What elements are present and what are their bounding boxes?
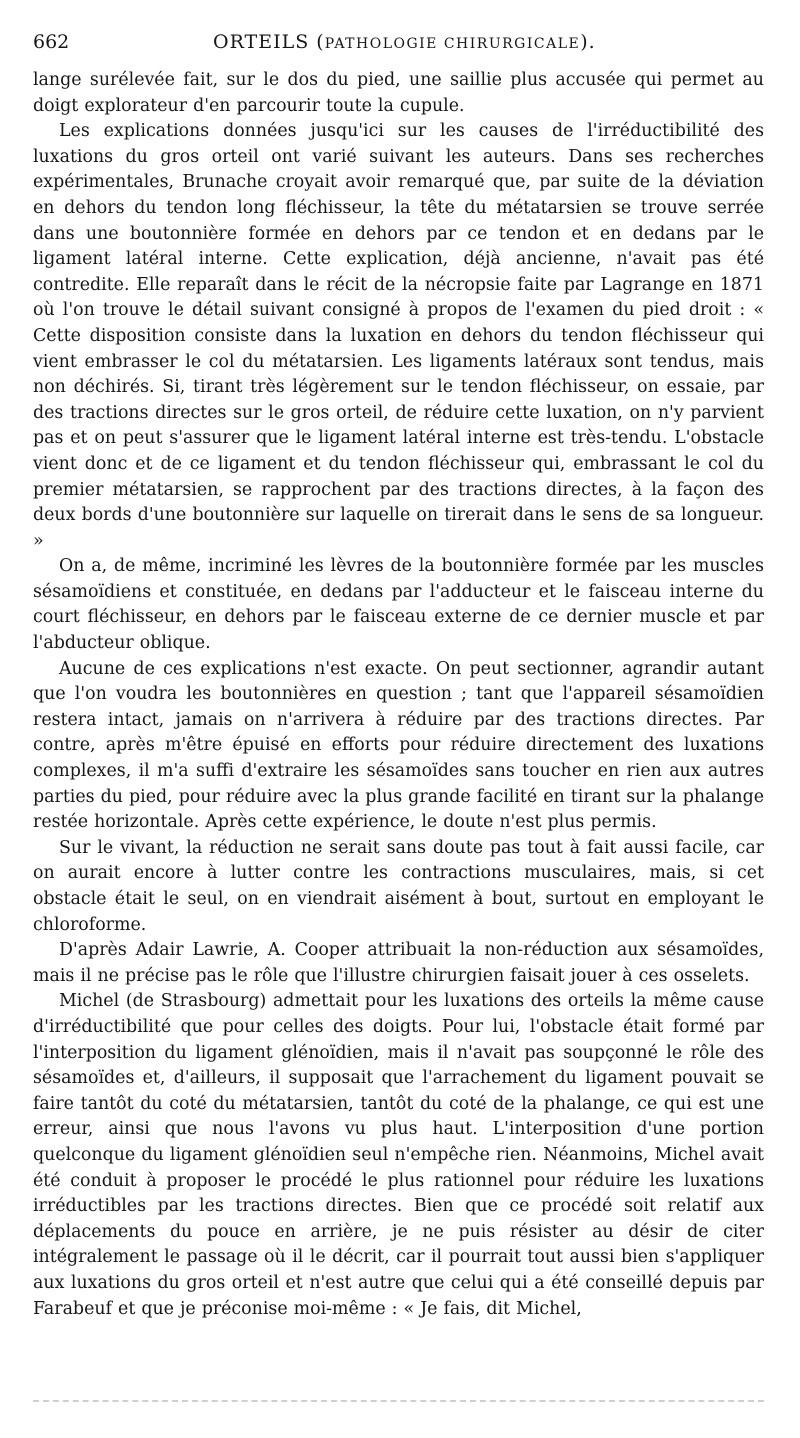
body-text (33, 68, 764, 1322)
header-title (213, 28, 596, 58)
page-number: 662 (33, 31, 70, 53)
paragraph-3: On a, de même, incriminé les lèvres de la boutonnière formée par les muscles sésamoïdiens et constituée, en dedans par l'adducteur et le faisceau interne du court fléchisseur, en dehors par le faisceau externe de ce dernier muscle et par l'abducteur oblique. (33, 556, 764, 654)
paragraph-4: Aucune de ces explications n'est exacte. On peut sectionner, agrandir autant que l'on voudra les boutonnières en question ; tant que l'appareil sésamoïdien restera intact, jamais on n'arrivera à réduire par des tractions directes. Par contre, après m'être épuisé en efforts pour réduire directement des luxations complexes, il m'a suffi d'extraire les sésamoïdes sans toucher en rien aux autres parties du pied, pour réduire avec la plus grande facilité en tirant sur la phalange restée horizontale. Après cette expérience, le doute n'est plus permis. (33, 658, 764, 833)
paragraph-1: lange surélevée fait, sur le dos du pied, une saillie plus accusée qui permet au doigt explorateur d'en parcourir toute la cupule. (33, 70, 764, 116)
running-head (33, 28, 764, 56)
header-title-subject: PATHOLOGIE CHIRURGICALE (324, 36, 581, 52)
header-title-end: ). (580, 31, 596, 53)
paragraph-5: Sur le vivant, la réduction ne serait sans doute pas tout à fait aussi facile, car on aurait encore à lutter contre les contractions musculaires, mais, si cet obstacle était le seul, on en viendrait aisément à bout, surtout en employant le chloroforme. (33, 837, 764, 935)
paragraph-7: Michel (de Strasbourg) admettait pour les luxations des orteils la même cause d'irréductibilité que pour celles des doigts. Pour lui, l'obstacle était formé par l'interposition du ligament glénoïdien, mais il n'avait pas soupçonné le rôle des sésamoïdes et, d'ailleurs, il supposait que l'arrachement du ligament pouvait se faire tantôt du coté du métatarsien, tantôt du coté de la phalange, ce qui est une erreur, ainsi que nous l'avons vu plus haut. L'interposition d'une portion quelconque du ligament glénoïdien seul n'empêche rien. Néanmoins, Michel avait été conduit à proposer le procédé le plus rationnel pour réduire les luxations irréductibles par les tractions directes. Bien que ce procédé soit relatif aux déplacements du pouce en arrière, je ne puis résister au désir de citer intégralement le passage où il le décrit, car il pourrait tout aussi bien s'appliquer aux luxations du gros orteil et n'est autre que celui qui a été conseillé depuis par Farabeuf et que je préconise moi-même : « Je fais, dit Michel, (33, 991, 764, 1319)
document-page (33, 28, 764, 1322)
bottom-scan-rule (33, 1400, 764, 1402)
paragraph-6: D'après Adair Lawrie, A. Cooper attribuait la non-réduction aux sésamoïdes, mais il ne précise pas le rôle que l'illustre chirurgien faisait jouer à ces osselets. (33, 940, 764, 986)
header-title-main: ORTEILS ( (213, 31, 325, 53)
paragraph-2: Les explications données jusqu'ici sur les causes de l'irréductibilité des luxations du gros orteil ont varié suivant les auteurs. Dans ses recherches expérimentales, Brunache croyait avoir remarqué que, par suite de la déviation en dehors du tendon long fléchisseur, la tête du métatarsien se trouve serrée dans une boutonnière formée en dehors par ce tendon et en dedans par le ligament latéral interne. Cette explication, déjà ancienne, n'avait pas été contredite. Elle reparaît dans le récit de la nécropsie faite par Lagrange en 1871 où l'on trouve le détail suivant consigné à propos de l'examen du pied droit : « Cette disposition consiste dans la luxation en dehors du tendon fléchisseur qui vient embrasser le col du métatarsien. Les ligaments latéraux sont tendus, mais non déchirés. Si, tirant très légèrement sur le tendon fléchisseur, on essaie, par des tractions directes sur le gros orteil, de réduire cette luxation, on n'y parvient pas et on peut s'assurer que le ligament latéral interne est très-tendu. L'obstacle vient donc et de ce ligament et du tendon fléchisseur qui, embrassant le col du premier métatarsien, se rapprochent par des tractions directes, à la façon des deux bords d'une boutonnière sur laquelle on tirerait dans le sens de sa longueur. » (33, 121, 764, 551)
